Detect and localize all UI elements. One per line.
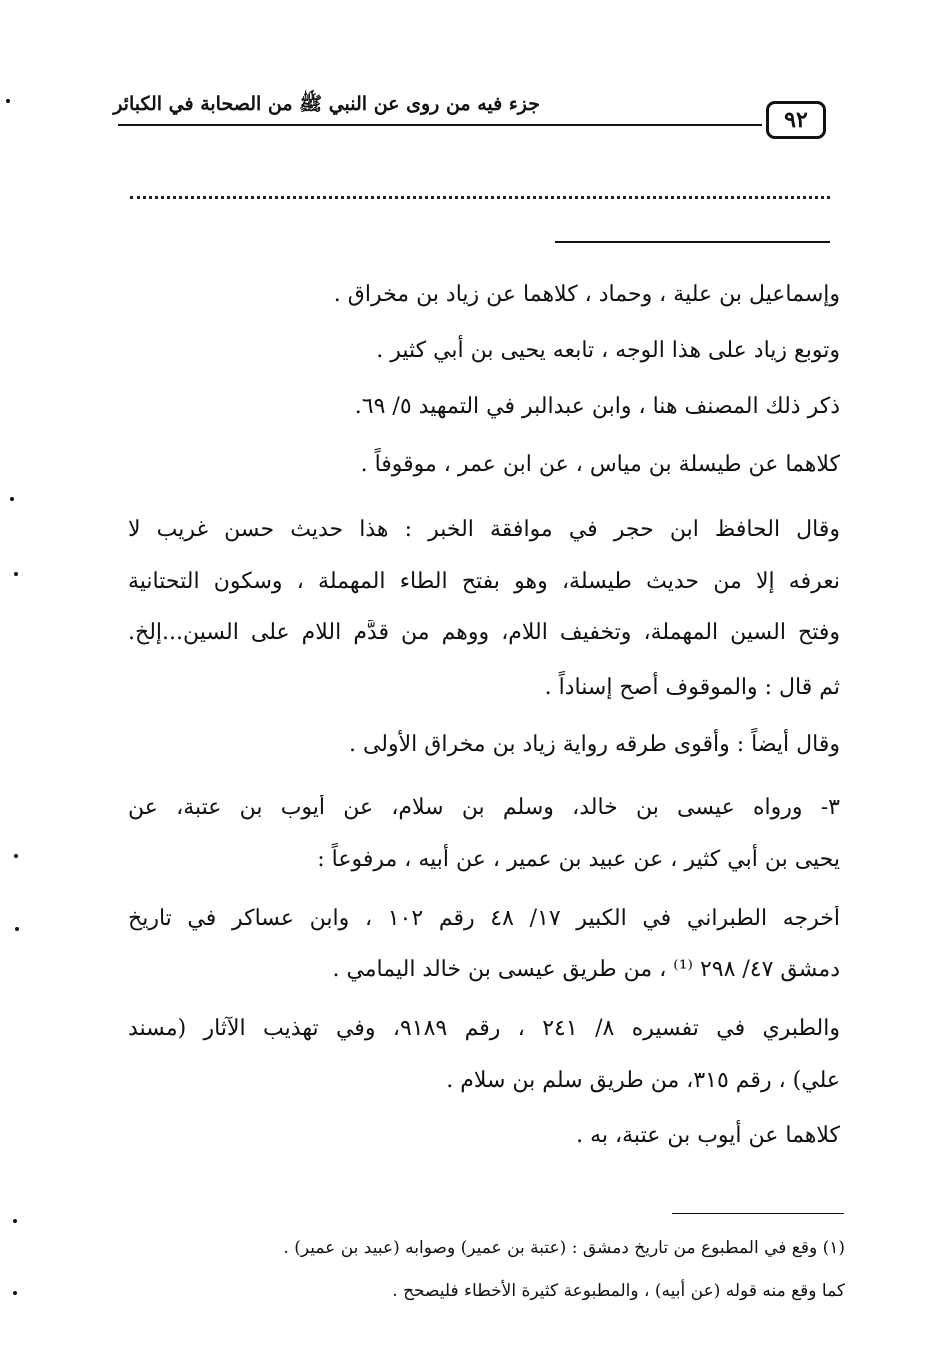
text-line: كلاهما عن طيسلة بن مياس ، عن ابن عمر ، موقوفاً . [360,452,840,477]
scan-speck [15,927,19,931]
text-line: وإسماعيل بن علية ، وحماد ، كلاهما عن زياد بن مخراق . [333,282,840,307]
text-line: وتوبع زياد على هذا الوجه ، تابعه يحيى بن أبي كثير . [376,338,840,363]
footnote-line: (١) وقع في المطبوع من تاريخ دمشق : (عتبة بن عمير) وصوابه (عبيد بن عمير) . [283,1238,845,1258]
text-line: أخرجه الطبراني في الكبير ١٧/ ٤٨ رقم ١٠٢ ، وابن عساكر في تاريخ [128,906,840,931]
footnote-rule [672,1213,844,1214]
running-header-title: جزء فيه من روى عن النبي ﷺ من الصحابة في الكبائر [113,93,540,115]
text-line: دمشق ٤٧/ ٢٩٨ ⁽¹⁾ ، من طريق عيسى بن خالد اليمامي . [332,957,840,982]
text-line: والطبري في تفسيره ٨/ ٢٤١ ، رقم ٩١٨٩، وفي تهذيب الآثار (مسند [128,1016,840,1041]
text-line: يحيى بن أبي كثير ، عن عبيد بن عمير ، عن أبيه ، مرفوعاً : [317,847,840,872]
scan-speck [10,497,14,501]
text-line: نعرفه إلا من حديث طيسلة، وهو بفتح الطاء المهملة ، وسكون التحتانية [128,569,840,594]
scan-speck [6,99,10,103]
scan-speck [14,854,18,858]
footnote-line: كما وقع منه قوله (عن أبيه) ، والمطبوعة كثيرة الأخطاء فليصحح . [392,1281,845,1301]
dotted-separator [130,196,830,199]
scan-speck [13,1291,17,1295]
scan-speck [13,1219,17,1223]
text-line: كلاهما عن أيوب بن عتبة، به . [576,1123,840,1148]
header-rule [118,124,762,126]
text-line: وقال الحافظ ابن حجر في موافقة الخبر : هذا حديث حسن غريب لا [128,517,840,542]
text-line: ذكر ذلك المصنف هنا ، وابن عبدالبر في التمهيد ٥/ ٦٩. [354,394,840,419]
page-number-text: ٩٢ [784,107,808,133]
short-separator [555,241,830,243]
text-line: ٣- ورواه عيسى بن خالد، وسلم بن سلام، عن أيوب بن عتبة، عن [128,795,840,820]
page-number [766,101,826,139]
text-line: علي) ، رقم ٣١٥، من طريق سلم بن سلام . [446,1068,840,1093]
text-line: وقال أيضاً : وأقوى طرقه رواية زياد بن مخراق الأولى . [348,732,840,757]
scan-speck [14,572,18,576]
text-line: ثم قال : والموقوف أصح إسناداً . [544,675,840,700]
text-line: وفتح السين المهملة، وتخفيف اللام، ووهم من قدَّم اللام على السين...إلخ. [128,620,840,645]
